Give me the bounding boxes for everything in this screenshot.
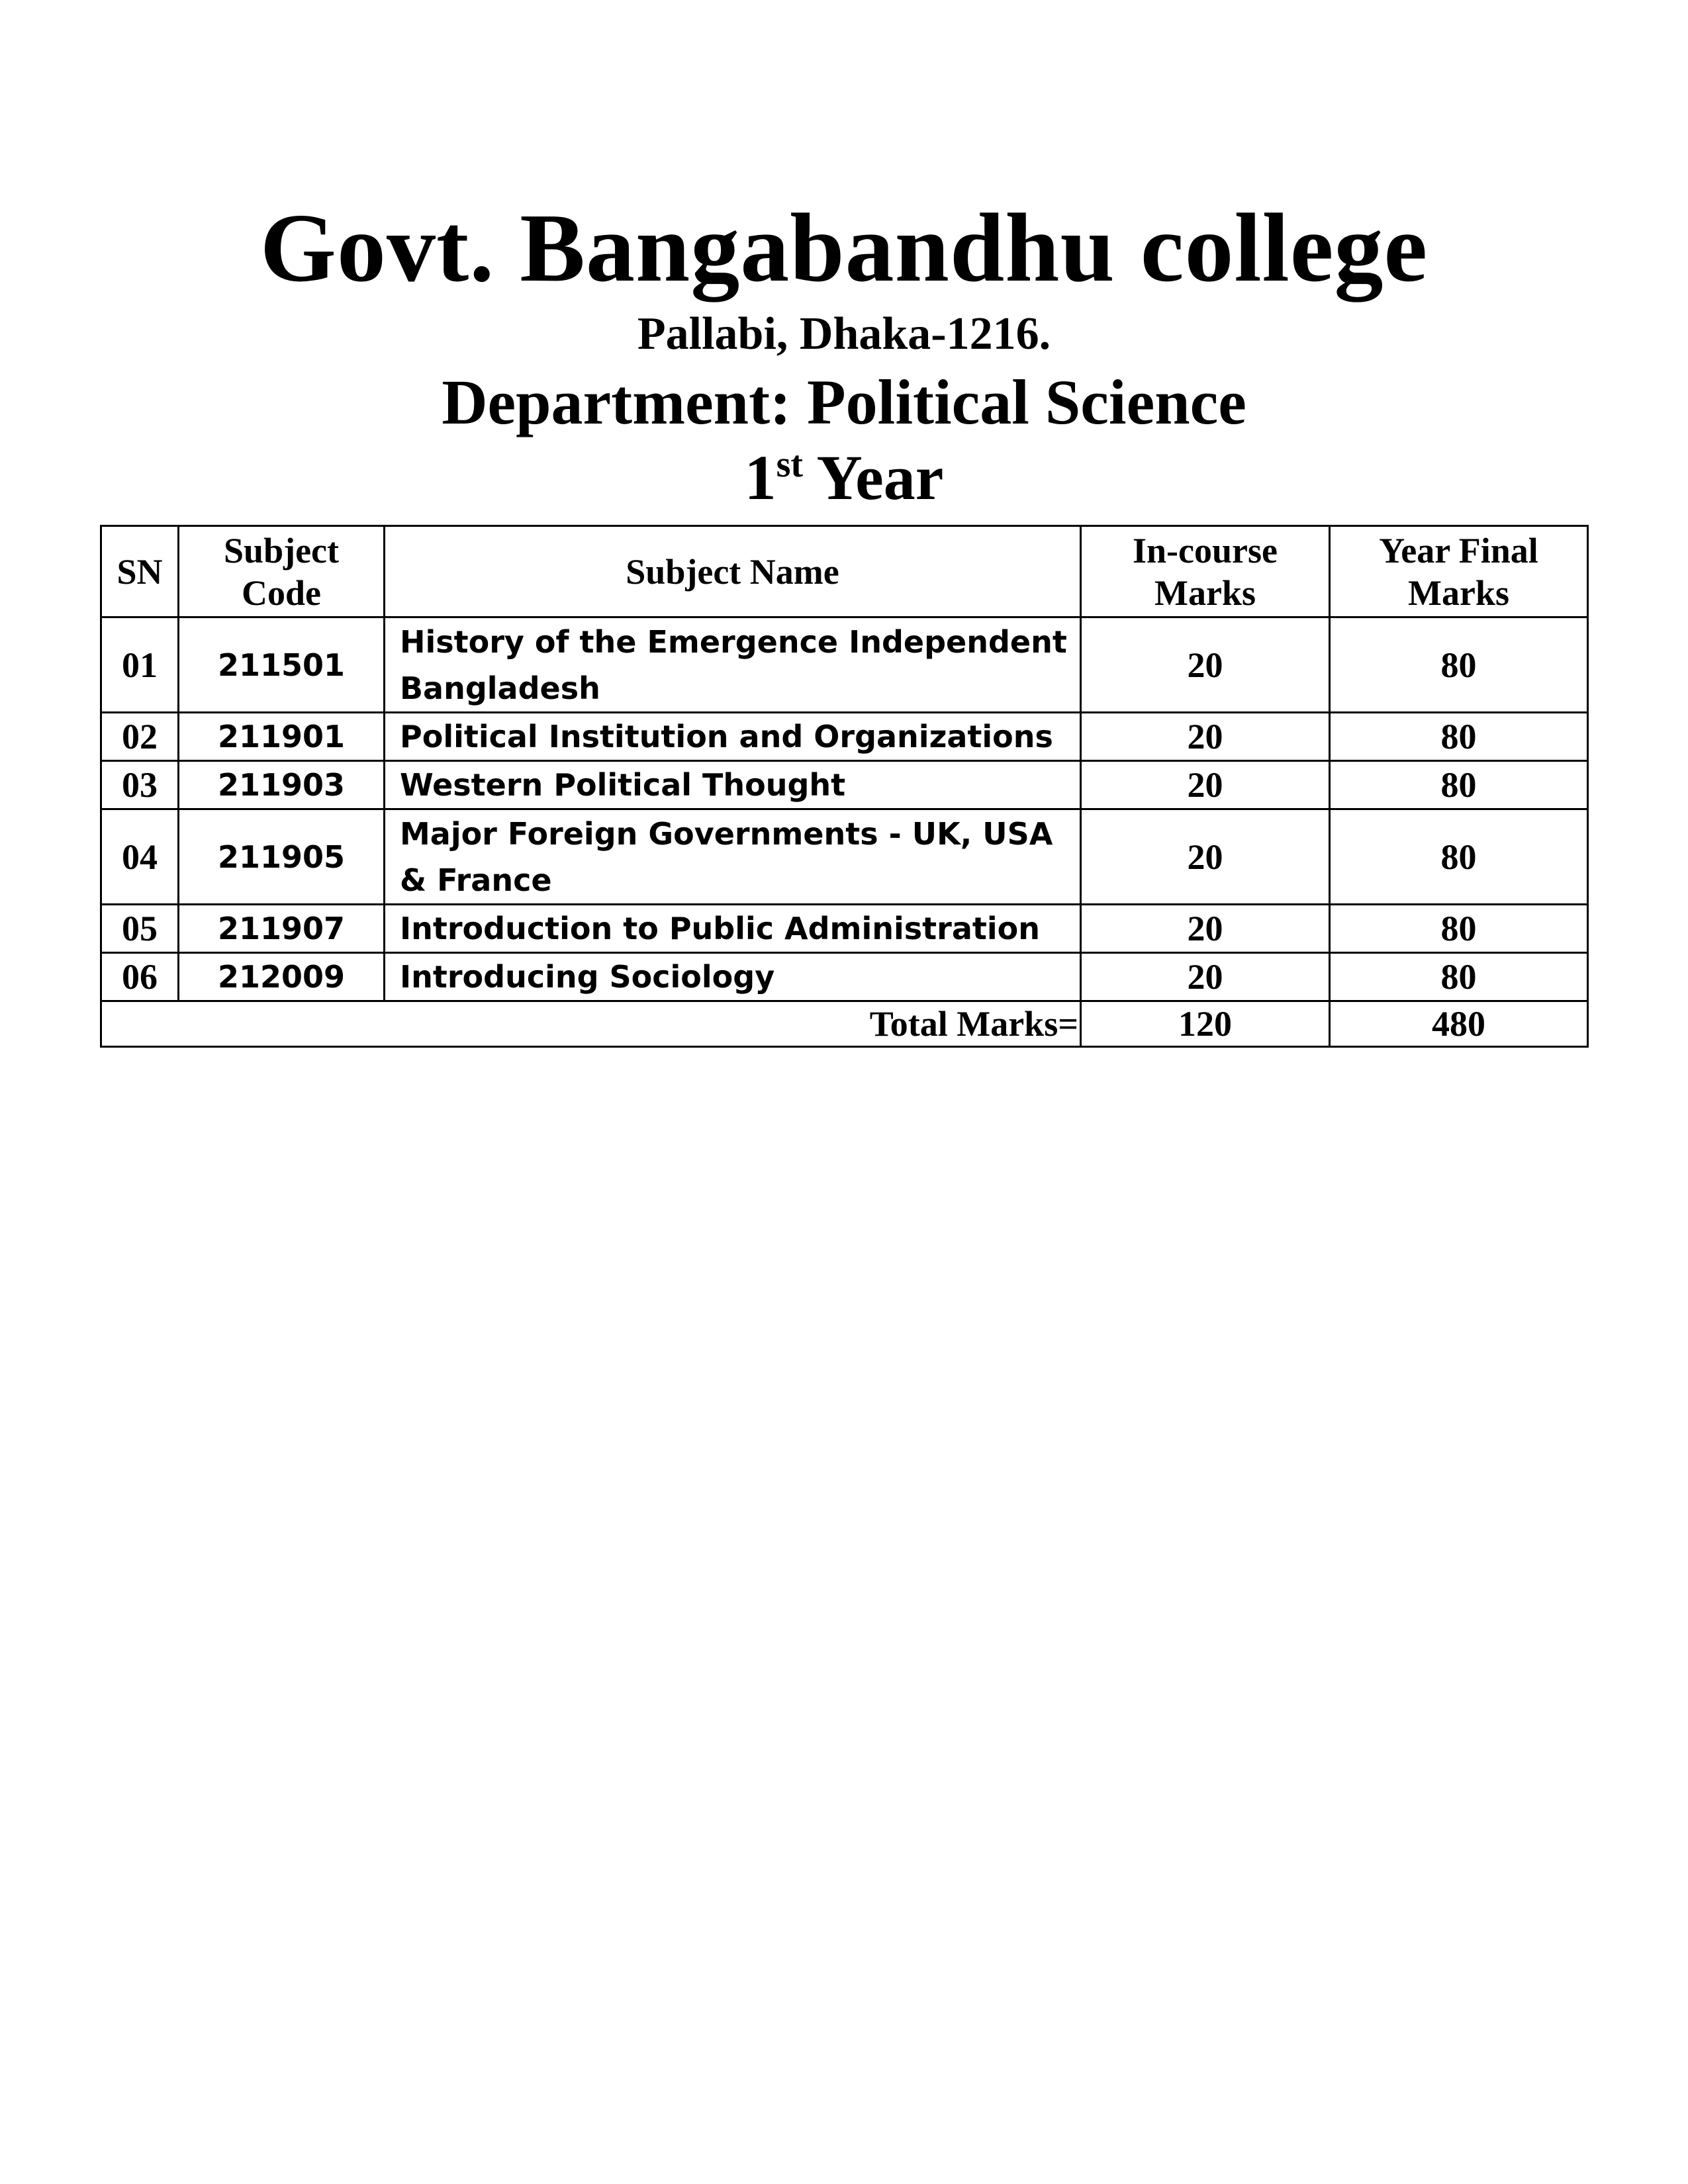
total-incourse-marks: 120 bbox=[1081, 1001, 1330, 1047]
cell-subject-name: Western Political Thought bbox=[385, 761, 1081, 809]
table-header-row bbox=[101, 526, 1588, 617]
cell-sn: 04 bbox=[101, 809, 179, 905]
column-header-subject-code-line1: Subject bbox=[224, 530, 339, 570]
column-header-sn: SN bbox=[101, 526, 179, 617]
year-word: Year bbox=[816, 442, 944, 513]
cell-sn: 03 bbox=[101, 761, 179, 809]
column-header-subject-code-line2: Code bbox=[242, 572, 321, 613]
column-header-final-line2: Marks bbox=[1408, 572, 1509, 613]
cell-sn: 01 bbox=[101, 617, 179, 713]
subjects-table bbox=[100, 525, 1589, 1048]
table-row bbox=[101, 761, 1588, 809]
cell-incourse-marks: 20 bbox=[1081, 617, 1330, 713]
college-address: Pallabi, Dhaka-1216. bbox=[637, 308, 1051, 359]
year-suffix: st bbox=[776, 444, 804, 485]
total-row bbox=[101, 1001, 1588, 1047]
cell-incourse-marks: 20 bbox=[1081, 761, 1330, 809]
column-header-final-line1: Year Final bbox=[1379, 530, 1538, 570]
cell-subject-code: 211501 bbox=[179, 617, 385, 713]
column-header-subject-code bbox=[179, 526, 385, 617]
cell-year-final-marks: 80 bbox=[1330, 617, 1588, 713]
cell-sn: 05 bbox=[101, 905, 179, 953]
cell-subject-name: Introducing Sociology bbox=[385, 953, 1081, 1001]
total-year-final-marks: 480 bbox=[1330, 1001, 1588, 1047]
document-header bbox=[0, 192, 1688, 515]
department-title: Department: Political Science bbox=[442, 367, 1246, 437]
cell-year-final-marks: 80 bbox=[1330, 713, 1588, 761]
cell-incourse-marks: 20 bbox=[1081, 905, 1330, 953]
cell-year-final-marks: 80 bbox=[1330, 953, 1588, 1001]
cell-subject-code: 211907 bbox=[179, 905, 385, 953]
column-header-subject-name: Subject Name bbox=[385, 526, 1081, 617]
table-row bbox=[101, 617, 1588, 713]
cell-subject-code: 212009 bbox=[179, 953, 385, 1001]
column-header-incourse-line1: In-course bbox=[1133, 530, 1278, 570]
table-row bbox=[101, 953, 1588, 1001]
table-row bbox=[101, 809, 1588, 905]
column-header-year-final-marks bbox=[1330, 526, 1588, 617]
cell-year-final-marks: 80 bbox=[1330, 809, 1588, 905]
table-row bbox=[101, 905, 1588, 953]
cell-sn: 02 bbox=[101, 713, 179, 761]
college-name: Govt. Bangabandhu college bbox=[259, 194, 1429, 302]
year-title bbox=[0, 441, 1688, 515]
cell-incourse-marks: 20 bbox=[1081, 953, 1330, 1001]
year-number: 1 bbox=[744, 442, 776, 513]
cell-year-final-marks: 80 bbox=[1330, 905, 1588, 953]
cell-subject-code: 211903 bbox=[179, 761, 385, 809]
column-header-incourse-marks bbox=[1081, 526, 1330, 617]
cell-subject-code: 211905 bbox=[179, 809, 385, 905]
cell-subject-name: History of the Emergence Independent Bangladesh bbox=[385, 617, 1081, 713]
table-row bbox=[101, 713, 1588, 761]
cell-subject-name: Introduction to Public Administration bbox=[385, 905, 1081, 953]
cell-subject-name: Major Foreign Governments - UK, USA & France bbox=[385, 809, 1081, 905]
cell-subject-name: Political Institution and Organizations bbox=[385, 713, 1081, 761]
cell-subject-code: 211901 bbox=[179, 713, 385, 761]
cell-sn: 06 bbox=[101, 953, 179, 1001]
cell-incourse-marks: 20 bbox=[1081, 809, 1330, 905]
column-header-incourse-line2: Marks bbox=[1154, 572, 1256, 613]
cell-year-final-marks: 80 bbox=[1330, 761, 1588, 809]
total-marks-label: Total Marks= bbox=[101, 1001, 1081, 1047]
cell-incourse-marks: 20 bbox=[1081, 713, 1330, 761]
